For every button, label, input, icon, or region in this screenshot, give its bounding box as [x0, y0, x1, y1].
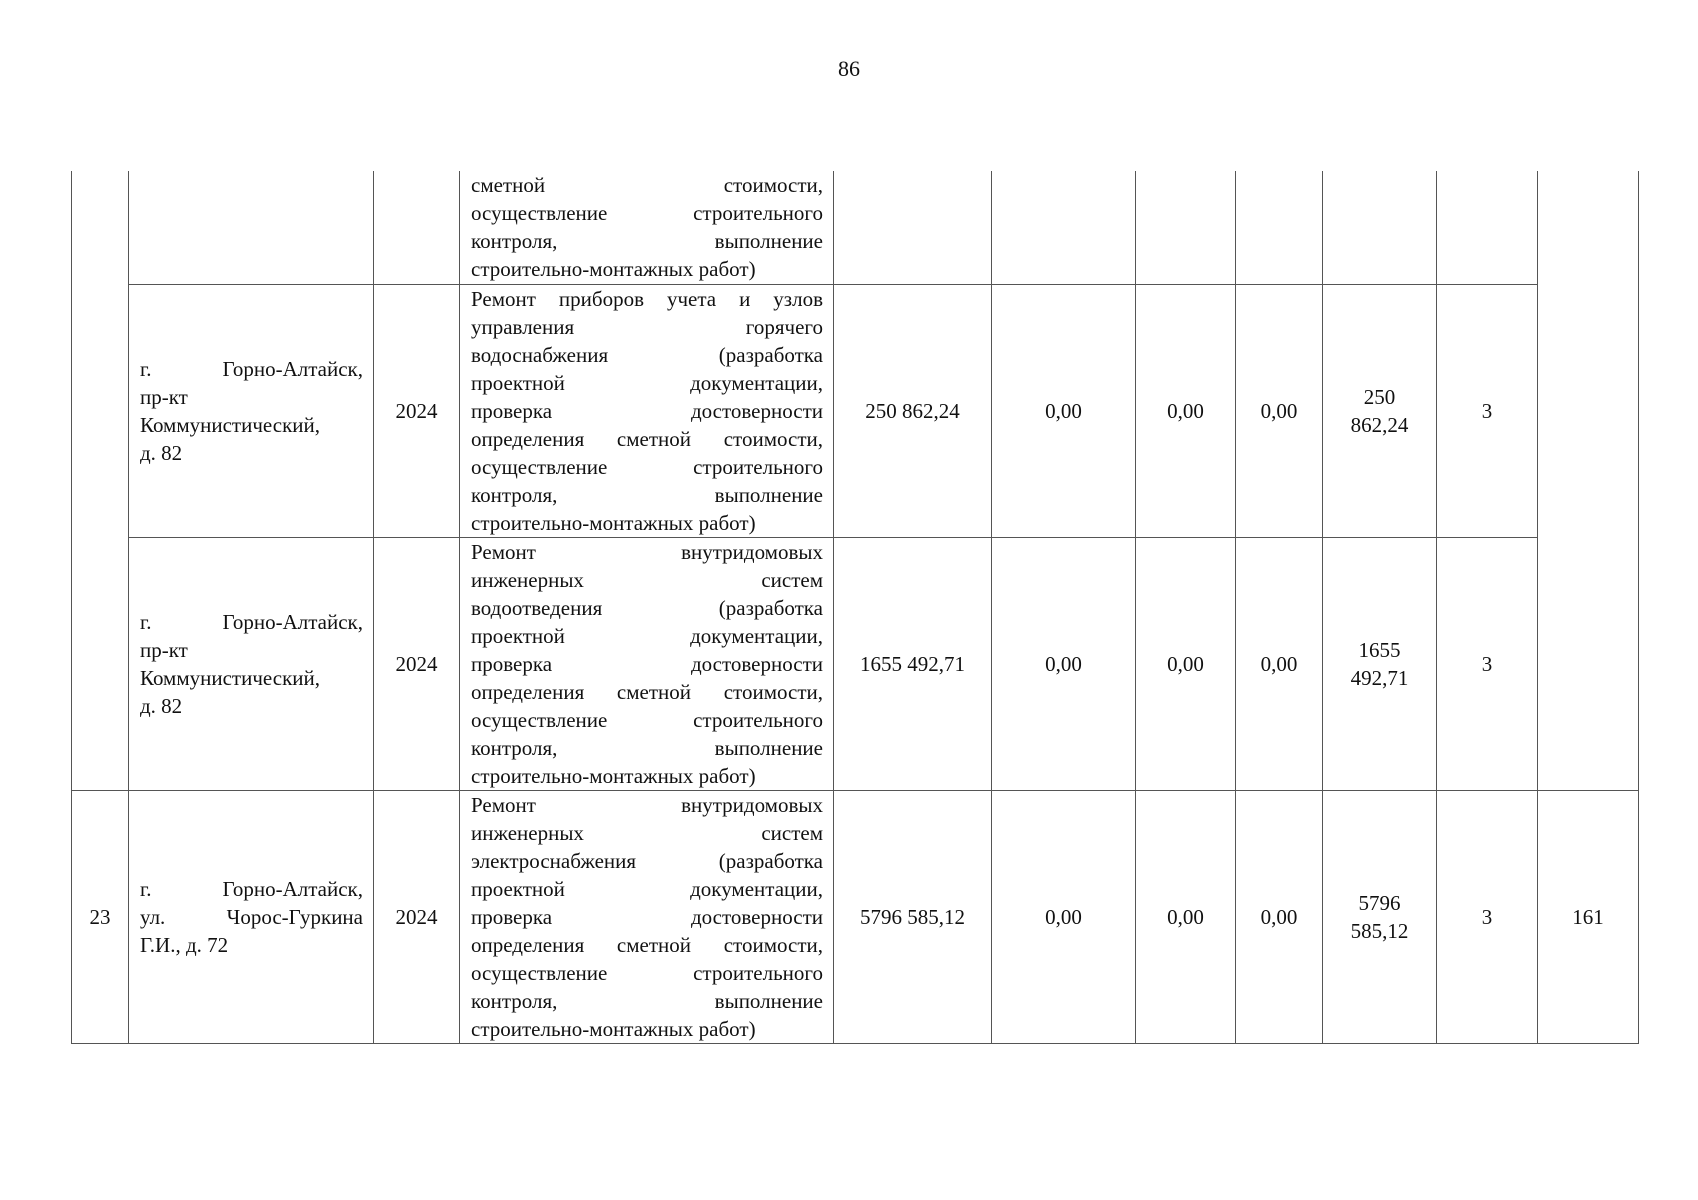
index-cell: 23 — [72, 790, 129, 1043]
value-cell: 0,00 — [992, 790, 1136, 1043]
description-cell: Ремонт приборов учета и узлов управления горячего водоснабжения (разработка проектной документации, проверка достоверности определения сметной стоимости, осуществление строительного контроля, выполнение строительно-монтажных работ) — [460, 284, 834, 537]
total-cell: 250 862,24 — [834, 284, 992, 537]
value-cell: 0,00 — [1136, 284, 1236, 537]
description-cell: Ремонт внутридомовых инженерных систем электроснабжения (разработка проектной документации, проверка достоверности определения сметной стоимости, осуществление строительного контроля, выполнение строительно-монтажных работ) — [460, 790, 834, 1043]
value-cell: 0,00 — [1236, 790, 1323, 1043]
amount-cell: 1655 492,71 — [1323, 537, 1437, 790]
year-cell: 2024 — [374, 284, 460, 537]
count-cell: 3 — [1437, 284, 1538, 537]
value-cell — [1136, 171, 1236, 284]
value-cell: 0,00 — [1136, 537, 1236, 790]
value-cell: 0,00 — [1236, 284, 1323, 537]
total-cell: 1655 492,71 — [834, 537, 992, 790]
table-row — [72, 284, 1639, 537]
count-cell: 3 — [1437, 790, 1538, 1043]
description-cell: Ремонт внутридомовых инженерных систем водоотведения (разработка проектной документации, проверка достоверности определения сметной стоимости, осуществление строительного контроля, выполнение строительно-монтажных работ) — [460, 537, 834, 790]
value-cell — [1236, 171, 1323, 284]
value-cell: 0,00 — [992, 284, 1136, 537]
amount-cell: 250 862,24 — [1323, 284, 1437, 537]
value-cell: 0,00 — [1236, 537, 1323, 790]
value-cell — [1323, 171, 1437, 284]
amount-cell: 5796 585,12 — [1323, 790, 1437, 1043]
table-row — [72, 790, 1639, 1043]
value-cell — [992, 171, 1136, 284]
table-row-continued — [72, 171, 1639, 284]
last-cell-merged — [1538, 171, 1639, 790]
value-cell: 0,00 — [1136, 790, 1236, 1043]
year-cell — [374, 171, 460, 284]
total-cell — [834, 171, 992, 284]
count-cell: 3 — [1437, 537, 1538, 790]
index-cell-merged — [72, 171, 129, 790]
last-cell: 161 — [1538, 790, 1639, 1043]
table-row — [72, 537, 1639, 790]
total-cell: 5796 585,12 — [834, 790, 992, 1043]
address-cell: г. Горно-Алтайск, пр-кт Коммунистический, д. 82 — [129, 284, 374, 537]
description-cell: сметной стоимости, осуществление строительного контроля, выполнение строительно-монтажных работ) — [460, 171, 834, 284]
address-cell: г. Горно-Алтайск, ул. Чорос-Гуркина Г.И., д. 72 — [129, 790, 374, 1043]
value-cell: 0,00 — [992, 537, 1136, 790]
address-cell — [129, 171, 374, 284]
works-table — [71, 171, 1639, 1044]
year-cell: 2024 — [374, 790, 460, 1043]
year-cell: 2024 — [374, 537, 460, 790]
value-cell — [1437, 171, 1538, 284]
page-number: 86 — [838, 56, 860, 81]
address-cell: г. Горно-Алтайск, пр-кт Коммунистический, д. 82 — [129, 537, 374, 790]
